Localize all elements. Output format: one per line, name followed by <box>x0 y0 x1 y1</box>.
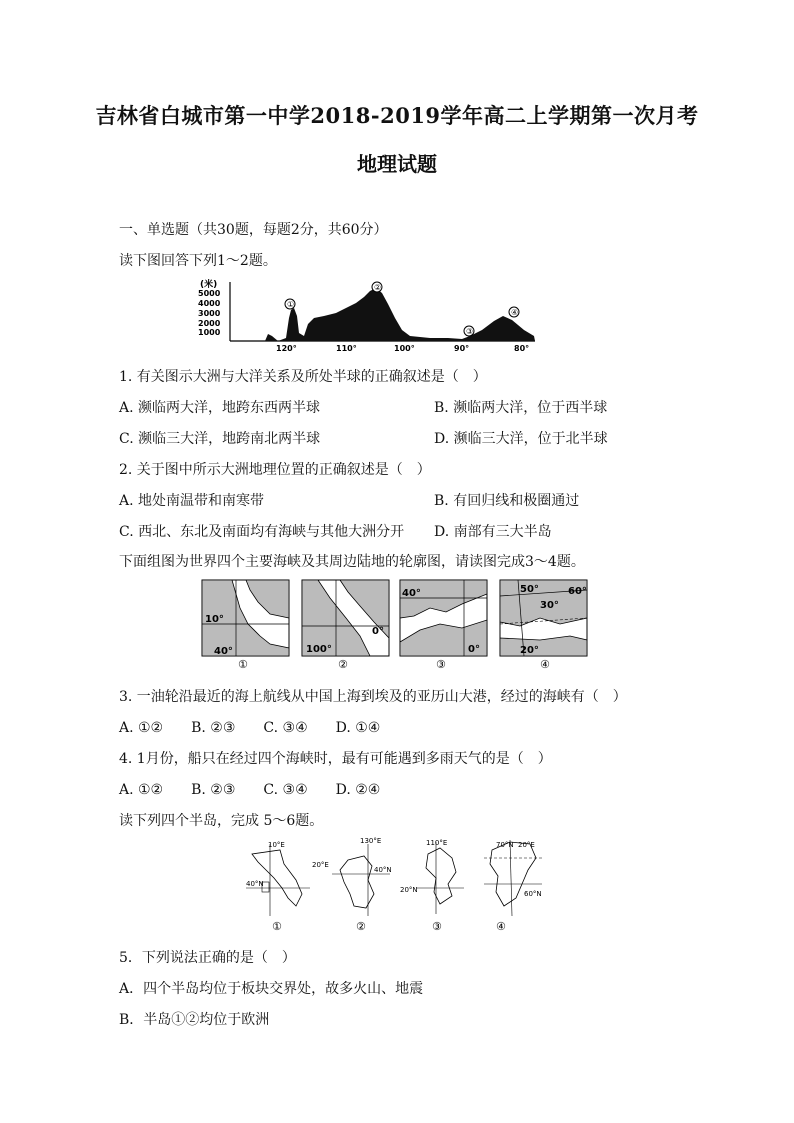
peninsula-label: 20°N <box>400 886 418 894</box>
x-tick: 100° <box>394 344 415 352</box>
question-1-option-a: A. 濒临两大洋，地跨东西两半球 <box>119 400 321 416</box>
strait-label: 50° <box>520 584 539 595</box>
y-tick: 1000 <box>198 328 221 337</box>
y-tick: 2000 <box>198 319 221 328</box>
peninsula-number: ③ <box>432 920 442 933</box>
peninsulas-figure <box>240 836 560 934</box>
terrain-silhouette <box>265 288 535 341</box>
terrain-profile-figure <box>190 278 550 352</box>
intro-1: 读下图回答下列1～2题。 <box>119 253 277 269</box>
question-2-option-d: D. 南部有三大半岛 <box>434 524 552 540</box>
peninsula-label: 20°E <box>312 861 329 869</box>
question-1-option-b: B. 濒临两大洋，位于西半球 <box>434 400 608 416</box>
strait-label: 40° <box>214 646 233 657</box>
peninsula-label: 40°N <box>246 880 264 888</box>
y-tick: 3000 <box>198 309 221 318</box>
marker: ① <box>287 300 295 309</box>
peninsula-label: 70°N <box>496 841 514 849</box>
strait-label: 100° <box>306 644 332 655</box>
question-2-option-a: A. 地处南温带和南寒带 <box>119 493 265 509</box>
y-unit-label: (米) <box>200 280 218 290</box>
strait-label: 0° <box>372 626 384 637</box>
page-title: 吉林省白城市第一中学2018-2019学年高二上学期第一次月考 <box>95 103 699 128</box>
strait-label: 40° <box>402 588 421 599</box>
question-4-stem: 4. 1月份，船只在经过四个海峡时，最有可能遇到多雨天气的是（ ） <box>119 751 552 767</box>
x-tick: 110° <box>336 344 357 352</box>
x-tick: 120° <box>276 344 297 352</box>
question-2-stem: 2. 关于图中所示大洲地理位置的正确叙述是（ ） <box>119 462 431 478</box>
question-2-option-b: B. 有回归线和极圈通过 <box>434 493 580 509</box>
x-tick: 80° <box>514 344 530 352</box>
peninsula-label: 130°E <box>360 837 382 845</box>
peninsula-number: ④ <box>496 920 506 933</box>
strait-label: 10° <box>205 614 224 625</box>
peninsula-number: ① <box>272 920 282 933</box>
question-5-option-b: B．半岛①②均位于欧洲 <box>119 1012 270 1028</box>
question-3-options: A. ①② B. ②③ C. ③④ D. ①④ <box>119 720 381 736</box>
panel-number: ③ <box>436 658 446 670</box>
straits-figure <box>200 578 592 670</box>
y-tick: 5000 <box>198 289 221 298</box>
y-tick: 4000 <box>198 299 221 308</box>
intro-3: 读下列四个半岛，完成 5～6题。 <box>119 813 324 829</box>
panel-number: ④ <box>540 658 550 670</box>
page-subtitle: 地理试题 <box>357 152 437 176</box>
marker: ② <box>374 283 382 292</box>
peninsula-label: 20°E <box>518 841 535 849</box>
question-4-options: A. ①② B. ②③ C. ③④ D. ②④ <box>119 782 381 798</box>
panel-number: ② <box>338 658 348 670</box>
peninsula-label: 10°E <box>268 841 285 849</box>
marker: ③ <box>466 327 474 336</box>
x-tick: 90° <box>454 344 470 352</box>
strait-label: 30° <box>540 600 559 611</box>
question-5-option-a: A．四个半岛均位于板块交界处，故多火山、地震 <box>119 981 424 997</box>
panel-number: ① <box>238 658 248 670</box>
question-5-stem: 5．下列说法正确的是（ ） <box>119 950 296 966</box>
marker: ④ <box>511 308 519 317</box>
strait-label: 60° <box>568 586 587 597</box>
question-3-stem: 3. 一油轮沿最近的海上航线从中国上海到埃及的亚历山大港，经过的海峡有（ ） <box>119 689 627 705</box>
question-1-option-d: D. 濒临三大洋，位于北半球 <box>434 431 608 447</box>
question-1-stem: 1. 有关图示大洲与大洋关系及所处半球的正确叙述是（ ） <box>119 369 487 385</box>
question-2-option-c: C. 西北、东北及南面均有海峡与其他大洲分开 <box>119 524 405 540</box>
peninsula-label: 40°N <box>374 866 392 874</box>
peninsula-label: 110°E <box>426 839 448 847</box>
peninsula-number: ② <box>356 920 366 933</box>
intro-2: 下面组图为世界四个主要海峡及其周边陆地的轮廓图，请读图完成3～4题。 <box>119 554 585 570</box>
strait-label: 0° <box>468 644 480 655</box>
strait-label: 20° <box>520 645 539 656</box>
question-1-option-c: C. 濒临三大洋，地跨南北两半球 <box>119 431 321 447</box>
section-heading: 一、单选题（共30题，每题2分，共60分） <box>119 222 388 238</box>
peninsula-label: 60°N <box>524 890 542 898</box>
